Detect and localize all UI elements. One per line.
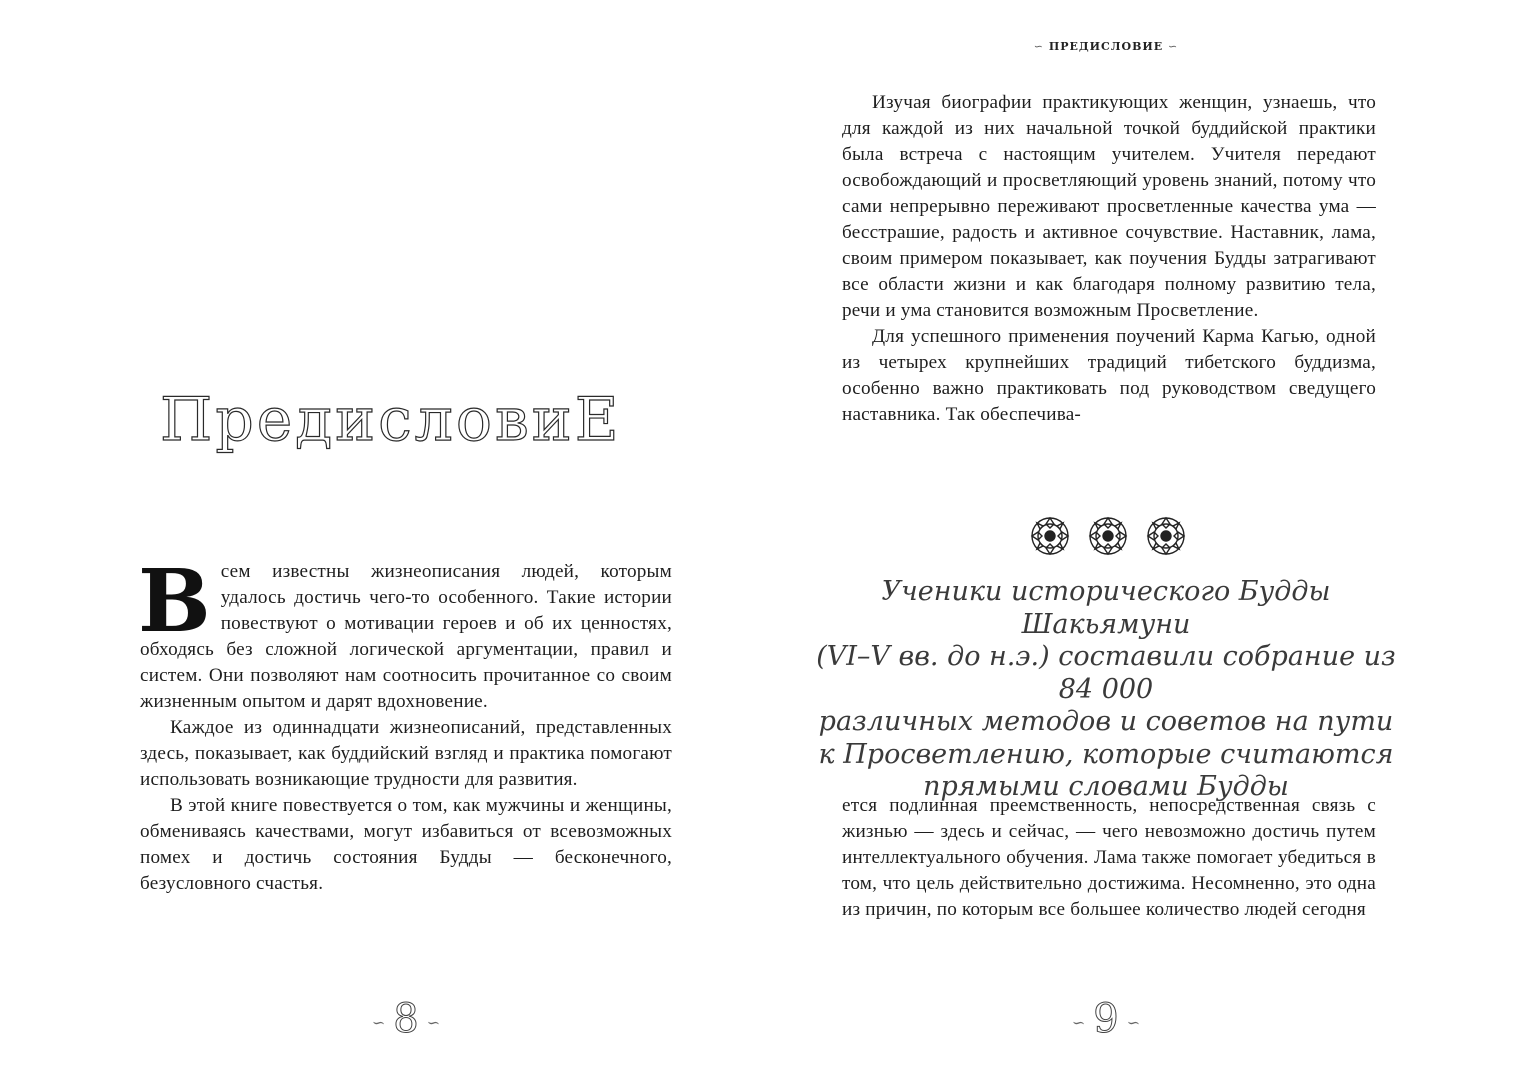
left-page — [0, 0, 756, 1080]
tilde-ornament-icon: ∽ — [371, 1012, 386, 1032]
paragraph: Изучая биографии практикующих женщин, узнаешь, что для каждой из них начальной точкой буддийской практики была встреча с настоящим учителем. Учителя передают освобождающий и просветляющий уровень знаний, потому что сами непрерывно переживают просветленные качества ума — бесстрашие, радость и активное сочувствие. Наставник, лама, своим примером показывает, как поучения Будды затрагивают все области жизни и как благодаря полному развитию тела, речи и ума становится возможным Просветление. — [842, 92, 1376, 321]
paragraph: Для успешного применения поучений Карма Кагью, одной из четырех крупнейших традиций тибетского буддизма, особенно важно практиковать под руководством сведущего наставника. Так обеспечива- — [842, 326, 1376, 425]
running-header-text: ПРЕДИСЛОВИЕ — [1048, 40, 1164, 53]
rosette-icon — [1144, 514, 1188, 558]
pull-quote-line: Ученики исторического Будды Шакьямуни — [881, 576, 1331, 640]
tilde-ornament-icon: ∽ — [426, 1012, 441, 1032]
tilde-ornament-icon: ∽ — [1071, 1012, 1086, 1032]
rosette-icon — [1086, 514, 1130, 558]
right-body-text-bottom — [842, 793, 1376, 923]
paragraph: В этой книге повествуется о том, как мужчины и женщины, обмениваясь качествами, могут избавиться от всевозможных помех и достичь состояния Будды — бесконечного, безусловного счастья. — [140, 795, 672, 894]
rosette-icon — [1028, 514, 1072, 558]
tilde-ornament-icon: ∽ — [1168, 40, 1179, 53]
paragraph: Каждое из одиннадцати жизнеописаний, представленных здесь, показывает, как буддийский взгляд и практика помогают использовать возникающие трудности для развития. — [140, 717, 672, 790]
opening-paragraph — [138, 551, 672, 715]
paragraph: ется подлинная преемственность, непосредственная связь с жизнью — здесь и сейчас, — чего невозможно достичь путем интеллектуального обучения. Лама также помогает убедиться в том, что цель действительно достижима. Несомненно, это одна из причин, по которым все большее количество людей сегодня — [842, 795, 1376, 920]
pull-quote-line: (VI–V вв. до н.э.) составили собрание из 84 000 — [816, 641, 1396, 705]
opening-paragraph-text: сем известны жизнеописания людей, которым удалось достичь чего-то особенного. Такие истории повествуют о мотивации героев и об их ценностях, обходясь без сложной логической аргументации, правил и систем. Они позволяют нам соотносить прочитанное со своим жизненным опытом и дарят вдохновение. — [140, 561, 672, 712]
running-header — [1026, 40, 1186, 53]
page-number-value: 9 — [1093, 996, 1119, 1042]
tilde-ornament-icon: ∽ — [1033, 40, 1044, 53]
tilde-ornament-icon: ∽ — [1126, 1012, 1141, 1032]
drop-cap: В — [138, 551, 207, 652]
chapter-title: ПредисловиЕ — [160, 385, 622, 455]
pull-quote-line: прямыми словами Будды — [923, 771, 1289, 802]
right-page — [756, 0, 1513, 1080]
right-body-text-top — [842, 90, 1376, 428]
page-number-value: 8 — [393, 996, 419, 1042]
page-number-left — [346, 996, 466, 1042]
pull-quote-line: различных методов и советов на пути — [818, 706, 1394, 737]
pull-quote-line: к Просветлению, которые считаются — [818, 738, 1394, 770]
page-number-right — [1046, 996, 1166, 1042]
left-body-text — [138, 551, 672, 897]
ornament-divider — [1028, 514, 1188, 558]
pull-quote — [816, 576, 1396, 804]
